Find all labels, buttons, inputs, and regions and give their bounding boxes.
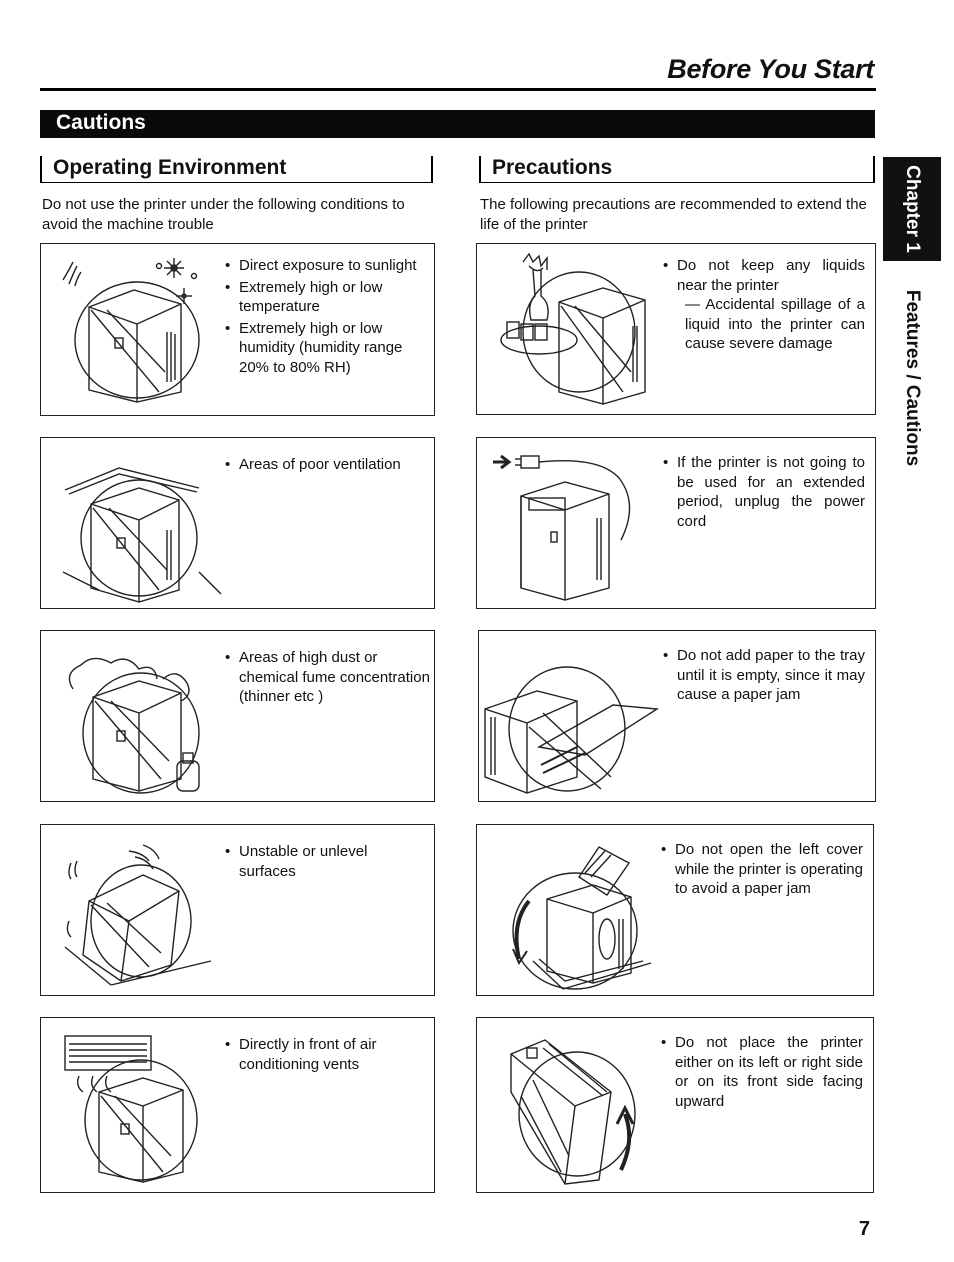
bullet-paper-tray: • Do not add paper to the tray until it is empty, since it may cause a paper jam <box>663 646 865 705</box>
bullet-air-conditioner: • Directly in front of air conditioning vents <box>225 1035 425 1074</box>
unstable-surface-printer-illustration <box>59 843 234 991</box>
caution-box-ventilation <box>40 437 435 609</box>
precaution-box-orientation <box>476 1017 874 1193</box>
section-title: Cautions <box>56 111 146 134</box>
section-bar <box>40 110 875 138</box>
bullet-sunlight: • Direct exposure to sunlight <box>225 256 425 276</box>
paper-tray-printer-illustration <box>481 657 661 799</box>
bullet-liquids-note: — Accidental spillage of a liquid into the printer can cause severe damage <box>685 296 865 352</box>
caution-box-sunlight <box>40 243 435 416</box>
caution-box-air-conditioner <box>40 1017 435 1193</box>
bullet-liquids-text: Do not keep any liquids near the printer <box>677 257 865 294</box>
bullet-unstable: • Unstable or unlevel surfaces <box>225 842 425 881</box>
liquids-printer-illustration <box>493 252 663 410</box>
precaution-box-unplug <box>476 437 876 609</box>
page-number: 7 <box>858 1218 870 1240</box>
bullet-humidity: • Extremely high or low humidity (humidity range 20% to 80% RH) <box>225 319 425 378</box>
bullet-left-cover: • Do not open the left cover while the printer is operating to avoid a paper jam <box>661 840 863 899</box>
precautions-heading-frame <box>479 157 875 183</box>
chapter-tab <box>883 157 941 261</box>
bullet-liquids <box>663 256 865 354</box>
bullet-dust: • Areas of high dust or chemical fume concentration (thinner etc ) <box>225 648 430 707</box>
operating-environment-heading-frame <box>40 157 433 183</box>
title-rule <box>40 88 876 91</box>
sunlight-printer-illustration <box>59 252 234 410</box>
dust-fumes-printer-illustration <box>59 649 234 799</box>
air-conditioner-printer-illustration <box>59 1032 234 1188</box>
bullet-ventilation: • Areas of poor ventilation <box>225 455 425 475</box>
precaution-box-left-cover <box>476 824 874 996</box>
left-cover-printer-illustration <box>503 843 663 993</box>
caution-box-unstable <box>40 824 435 996</box>
chapter-tab-label: Chapter 1 <box>902 165 923 253</box>
bullet-orientation: • Do not place the printer either on its left or right side or on its front side facing upward <box>661 1033 863 1111</box>
precautions-heading: Precautions <box>492 156 613 179</box>
chapter-side-title: Features / Cautions <box>902 289 923 467</box>
operating-environment-intro: Do not use the printer under the following conditions to avoid the machine trouble <box>42 196 405 233</box>
bullet-temperature: • Extremely high or low temperature <box>225 278 425 317</box>
precautions-intro: The following precautions are recommended to extend the life of the printer <box>480 196 867 233</box>
operating-environment-heading: Operating Environment <box>53 156 287 179</box>
caution-box-dust <box>40 630 435 802</box>
page-title: Before You Start <box>667 54 874 84</box>
precaution-box-liquids <box>476 243 876 415</box>
poor-ventilation-printer-illustration <box>59 460 234 605</box>
unplug-printer-illustration <box>489 448 664 603</box>
orientation-printer-illustration <box>503 1032 663 1188</box>
bullet-unplug: • If the printer is not going to be used for an extended period, unplug the power cord <box>663 453 865 531</box>
precaution-box-paper-tray <box>478 630 876 802</box>
